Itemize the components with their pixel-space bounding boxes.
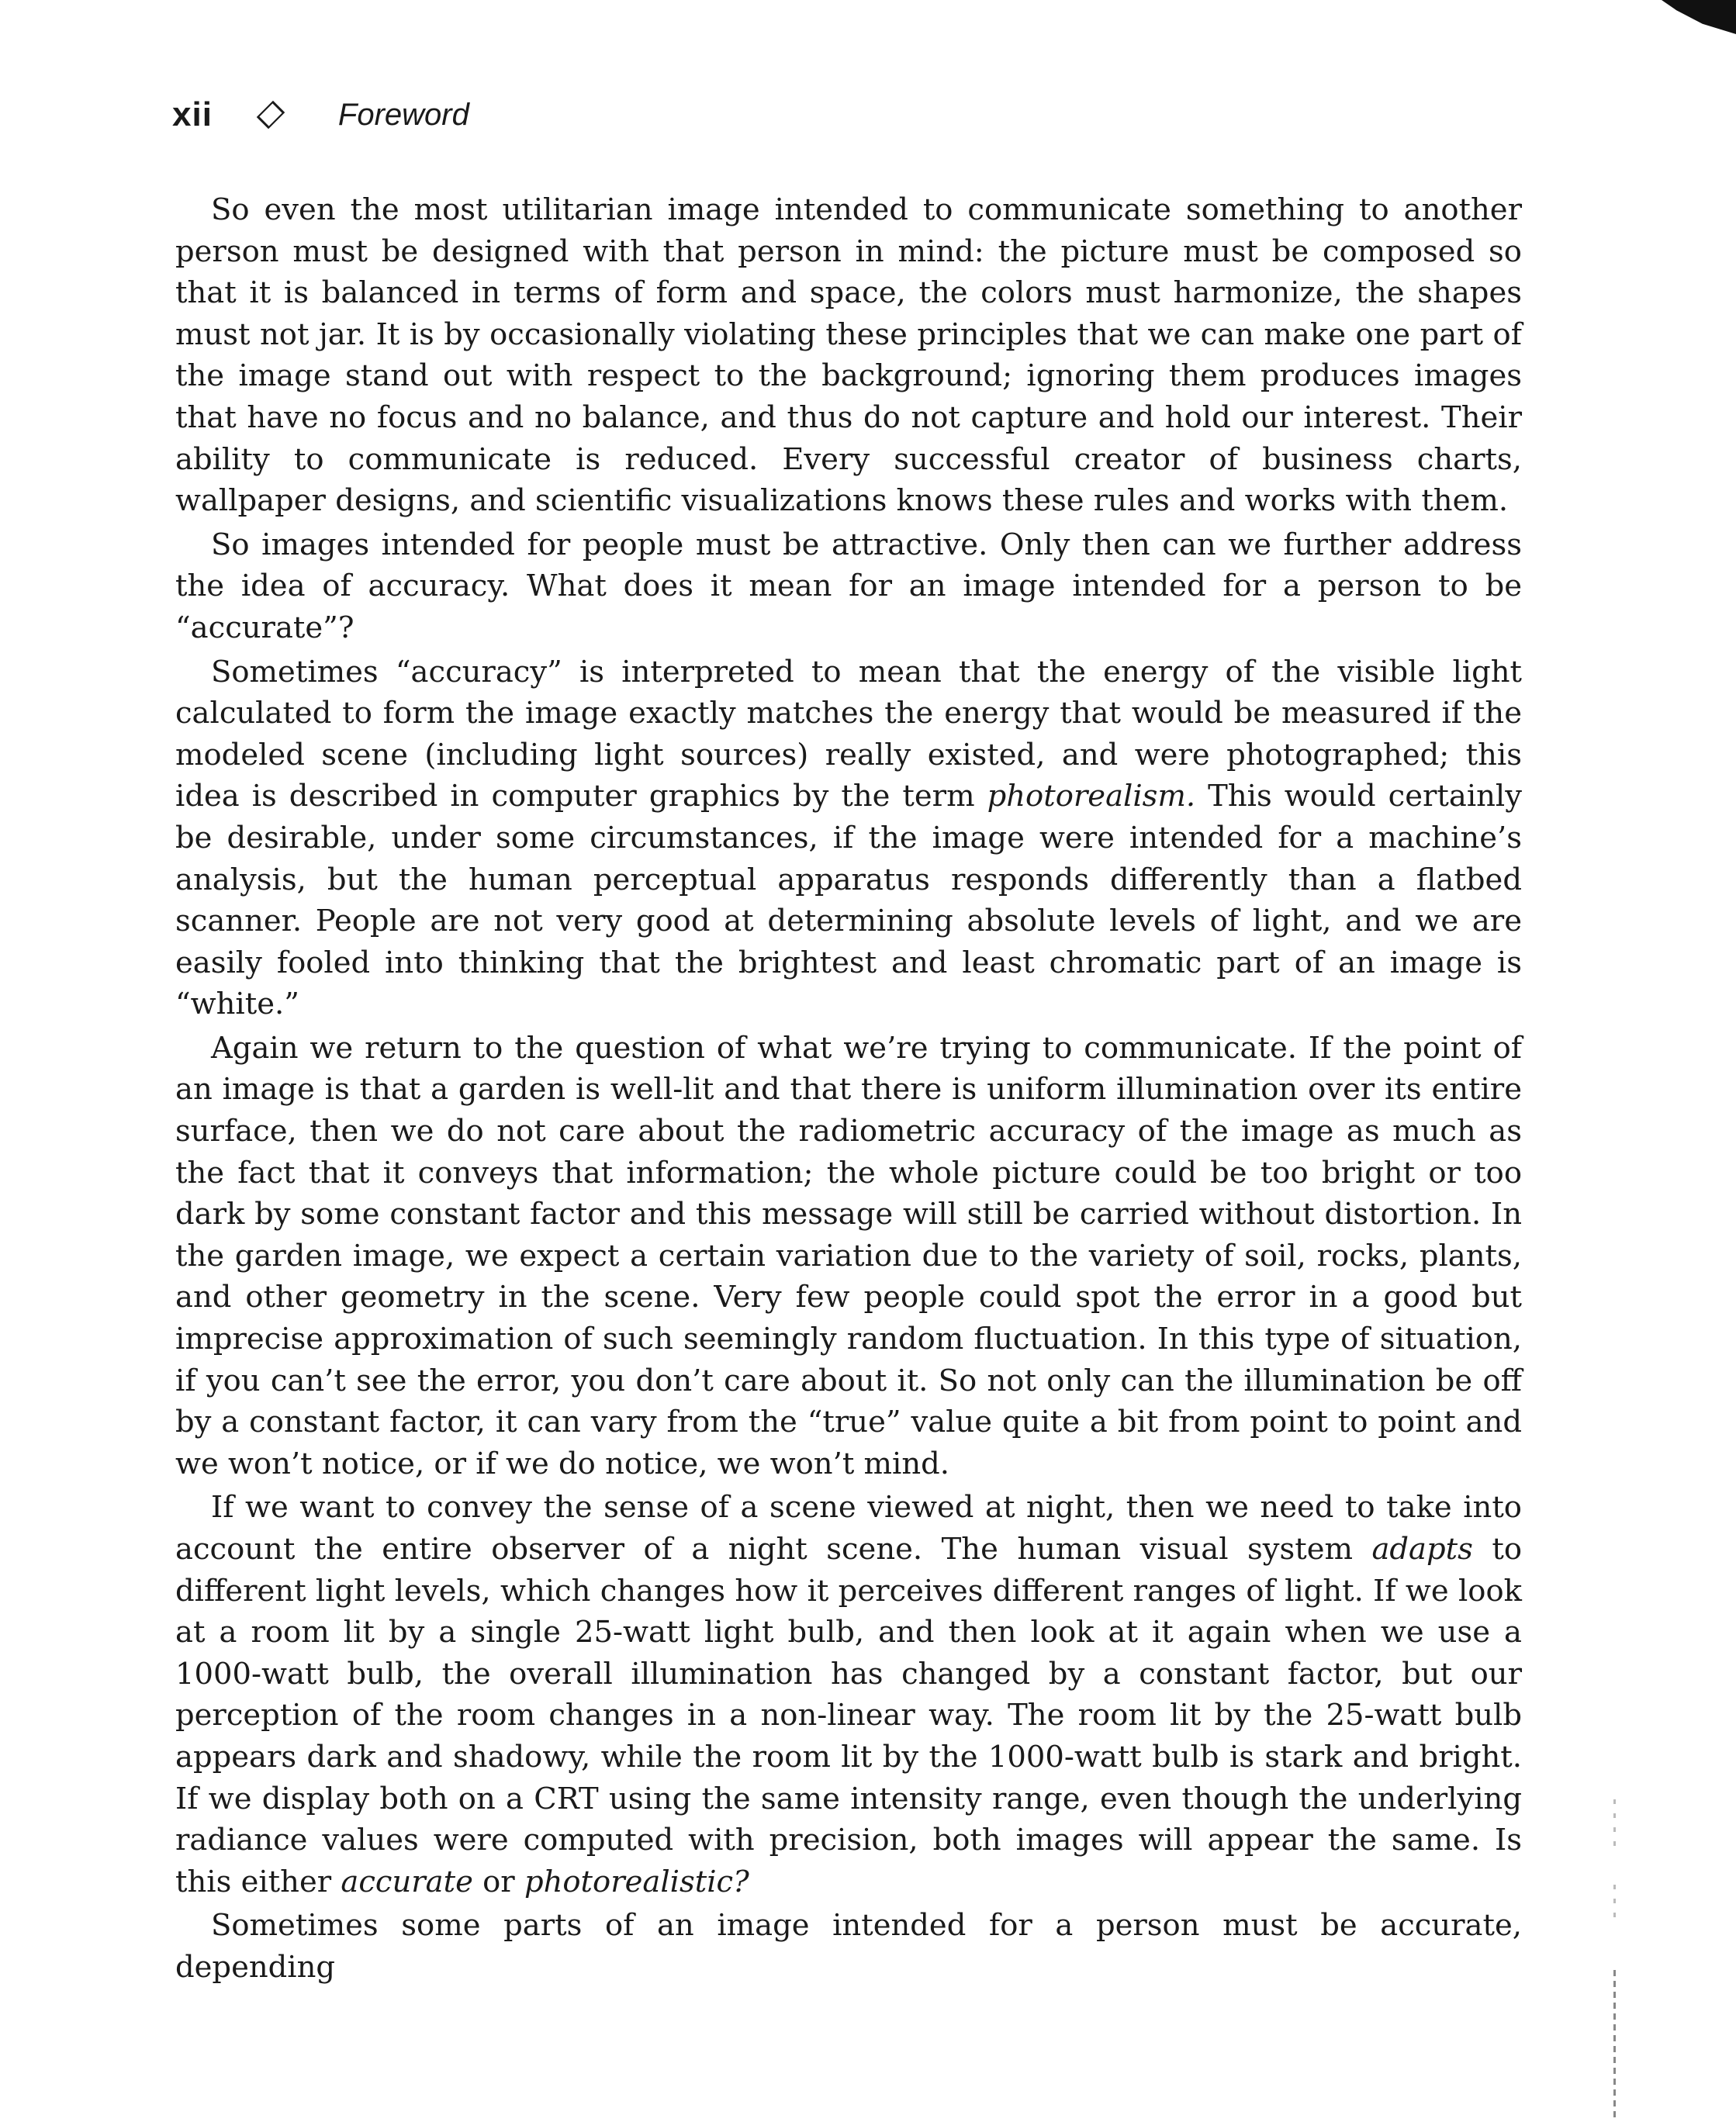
- paragraph: Again we return to the question of what we’re trying to communicate. If the point of an image is that a garden is well-lit and that there is uniform illumination over its entire surface, then we do not care about the radiometric accuracy of the image as much as the fact that it conveys that information; the whole picture could be too bright or too dark by some constant factor and this message will still be carried without distortion. In the garden image, we expect a certain variation due to the variety of soil, rocks, plants, and other geometry in the scene. Very few people could spot the error in a good but imprecise approximation of such seemingly random fluctuation. In this type of situation, if you can’t see the error, you don’t care about it. So not only can the illumination be off by a constant factor, it can vary from the “true” value quite a bit from point to point and we won’t notice, or if we do notice, we won’t mind.: [175, 1030, 1522, 1481]
- scan-edge-artifact: [1613, 1885, 1616, 1923]
- emphasis-term: photorealistic?: [524, 1864, 749, 1899]
- paragraph: If we want to convey the sense of a scene viewed at night, then we need to take into account the entire observer of a night scene. The human visual system adapts to different light levels, which changes how it perceives different ranges of light. If we look at a room lit by a single 25-watt light bulb, and then look at it again when we use a 1000-watt bulb, the overall illumination has changed by a constant factor, but our perception of the room changes in a non-linear way. The room lit by the 25-watt bulb appears dark and shadowy, while the room lit by the 1000-watt bulb is stark and bright. If we display both on a CRT using the same intensity range, even though the underlying radiance values were computed with precision, both images will appear the same. Is this either accurate or photorealistic?: [175, 1490, 1522, 1899]
- emphasis-term: photorealism.: [987, 779, 1196, 814]
- running-header: [172, 92, 469, 138]
- diamond-icon: [257, 101, 285, 129]
- body-text: [175, 189, 1522, 1991]
- page-number: xii: [172, 95, 213, 133]
- emphasis-term: accurate: [341, 1864, 473, 1899]
- scan-edge-artifact: [1613, 1970, 1616, 2117]
- paragraph: So images intended for people must be attractive. Only then can we further address the idea of accuracy. What does it mean for an image intended for a person to be “accurate”?: [175, 527, 1522, 645]
- paragraph: Sometimes “accuracy” is interpreted to mean that the energy of the visible light calculated to form the image exactly matches the energy that would be measured if the modeled scene (including light sources) really existed, and were photographed; this idea is described in computer graphics by the term photorealism. This would certainly be desirable, under some circumstances, if the image were intended for a machine’s analysis, but the human perceptual apparatus responds differently than a flatbed scanner. People are not very good at determining absolute levels of light, and we are easily fooled into thinking that the brightest and least chromatic part of an image is “white.”: [175, 654, 1522, 1022]
- paragraph: Sometimes some parts of an image intended for a person must be accurate, depending: [175, 1908, 1522, 1985]
- scan-artifact: [1662, 0, 1736, 34]
- running-title: Foreword: [337, 97, 469, 132]
- scan-edge-artifact: [1613, 1799, 1616, 1846]
- emphasis-term: adapts: [1371, 1532, 1473, 1567]
- paragraph: So even the most utilitarian image intended to communicate something to another person must be designed with that person in mind: the picture must be composed so that it is balanced in terms of form and space, the colors must harmonize, the shapes must not jar. It is by occasionally violating these principles that we can make one part of the image stand out with respect to the background; ignoring them produces images that have no focus and no balance, and thus do not capture and hold our interest. Their ability to communicate is reduced. Every successful creator of business charts, wallpaper designs, and scientific visualizations knows these rules and works with them.: [175, 192, 1522, 519]
